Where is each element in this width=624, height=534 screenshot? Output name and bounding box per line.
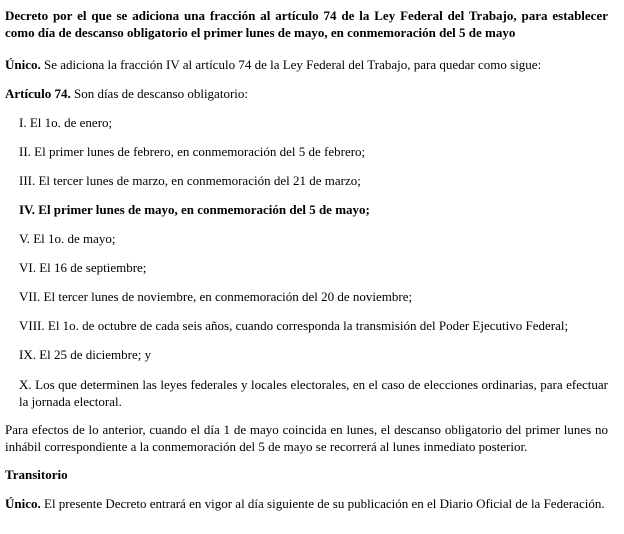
fraccion-x: X. Los que determinen las leyes federales y locales electorales, en el caso de elecciones ordinarias, para efectuar la jornada electoral. xyxy=(19,377,608,409)
fraccion-ix: IX. El 25 de diciembre; y xyxy=(19,347,152,362)
unico-text: Se adiciona la fracción IV al artículo 74 de la Ley Federal del Trabajo, para quedar como sigue: xyxy=(40,57,542,72)
articulo-text: Son días de descanso obligatorio: xyxy=(70,86,248,101)
articulo-label: Artículo 74. xyxy=(5,86,71,101)
unico-transitorio-paragraph xyxy=(5,495,608,512)
fraccion-iv: IV. El primer lunes de mayo, en conmemoración del 5 de mayo; xyxy=(19,202,370,217)
fraccion-ii: II. El primer lunes de febrero, en conmemoración del 5 de febrero; xyxy=(19,144,366,159)
unico-transitorio-text: El presente Decreto entrará en vigor al día siguiente de su publicación en el Diario Oficial de la Federación. xyxy=(40,496,605,511)
decree-title: Decreto por el que se adiciona una fracción al artículo 74 de la Ley Federal del Trabajo, para establecer como día de descanso obligatorio el primer lunes de mayo, en conmemoración del 5 de mayo xyxy=(5,8,608,40)
fraccion-i: I. El 1o. de enero; xyxy=(19,115,113,130)
transitorio-heading: Transitorio xyxy=(5,467,68,482)
fraccion-iii: III. El tercer lunes de marzo, en conmemoración del 21 de marzo; xyxy=(19,173,361,188)
fraccion-viii: VIII. El 1o. de octubre de cada seis años, cuando corresponda la transmisión del Poder Ejecutivo Federal; xyxy=(19,318,569,333)
fraccion-vi: VI. El 16 de septiembre; xyxy=(19,260,147,275)
efectos-paragraph: Para efectos de lo anterior, cuando el día 1 de mayo coincida en lunes, el descanso obligatorio del primer lunes no inhábil correspondiente a la conmemoración del 5 de mayo se recorrerá al lunes inmediato posterior. xyxy=(5,422,608,454)
fraccion-vii: VII. El tercer lunes de noviembre, en conmemoración del 20 de noviembre; xyxy=(19,289,413,304)
articulo-74-heading xyxy=(5,85,608,102)
fraccion-v: V. El 1o. de mayo; xyxy=(19,231,116,246)
unico-paragraph xyxy=(5,56,608,73)
unico-label: Único. xyxy=(5,57,41,72)
unico-transitorio-label: Único. xyxy=(5,496,41,511)
